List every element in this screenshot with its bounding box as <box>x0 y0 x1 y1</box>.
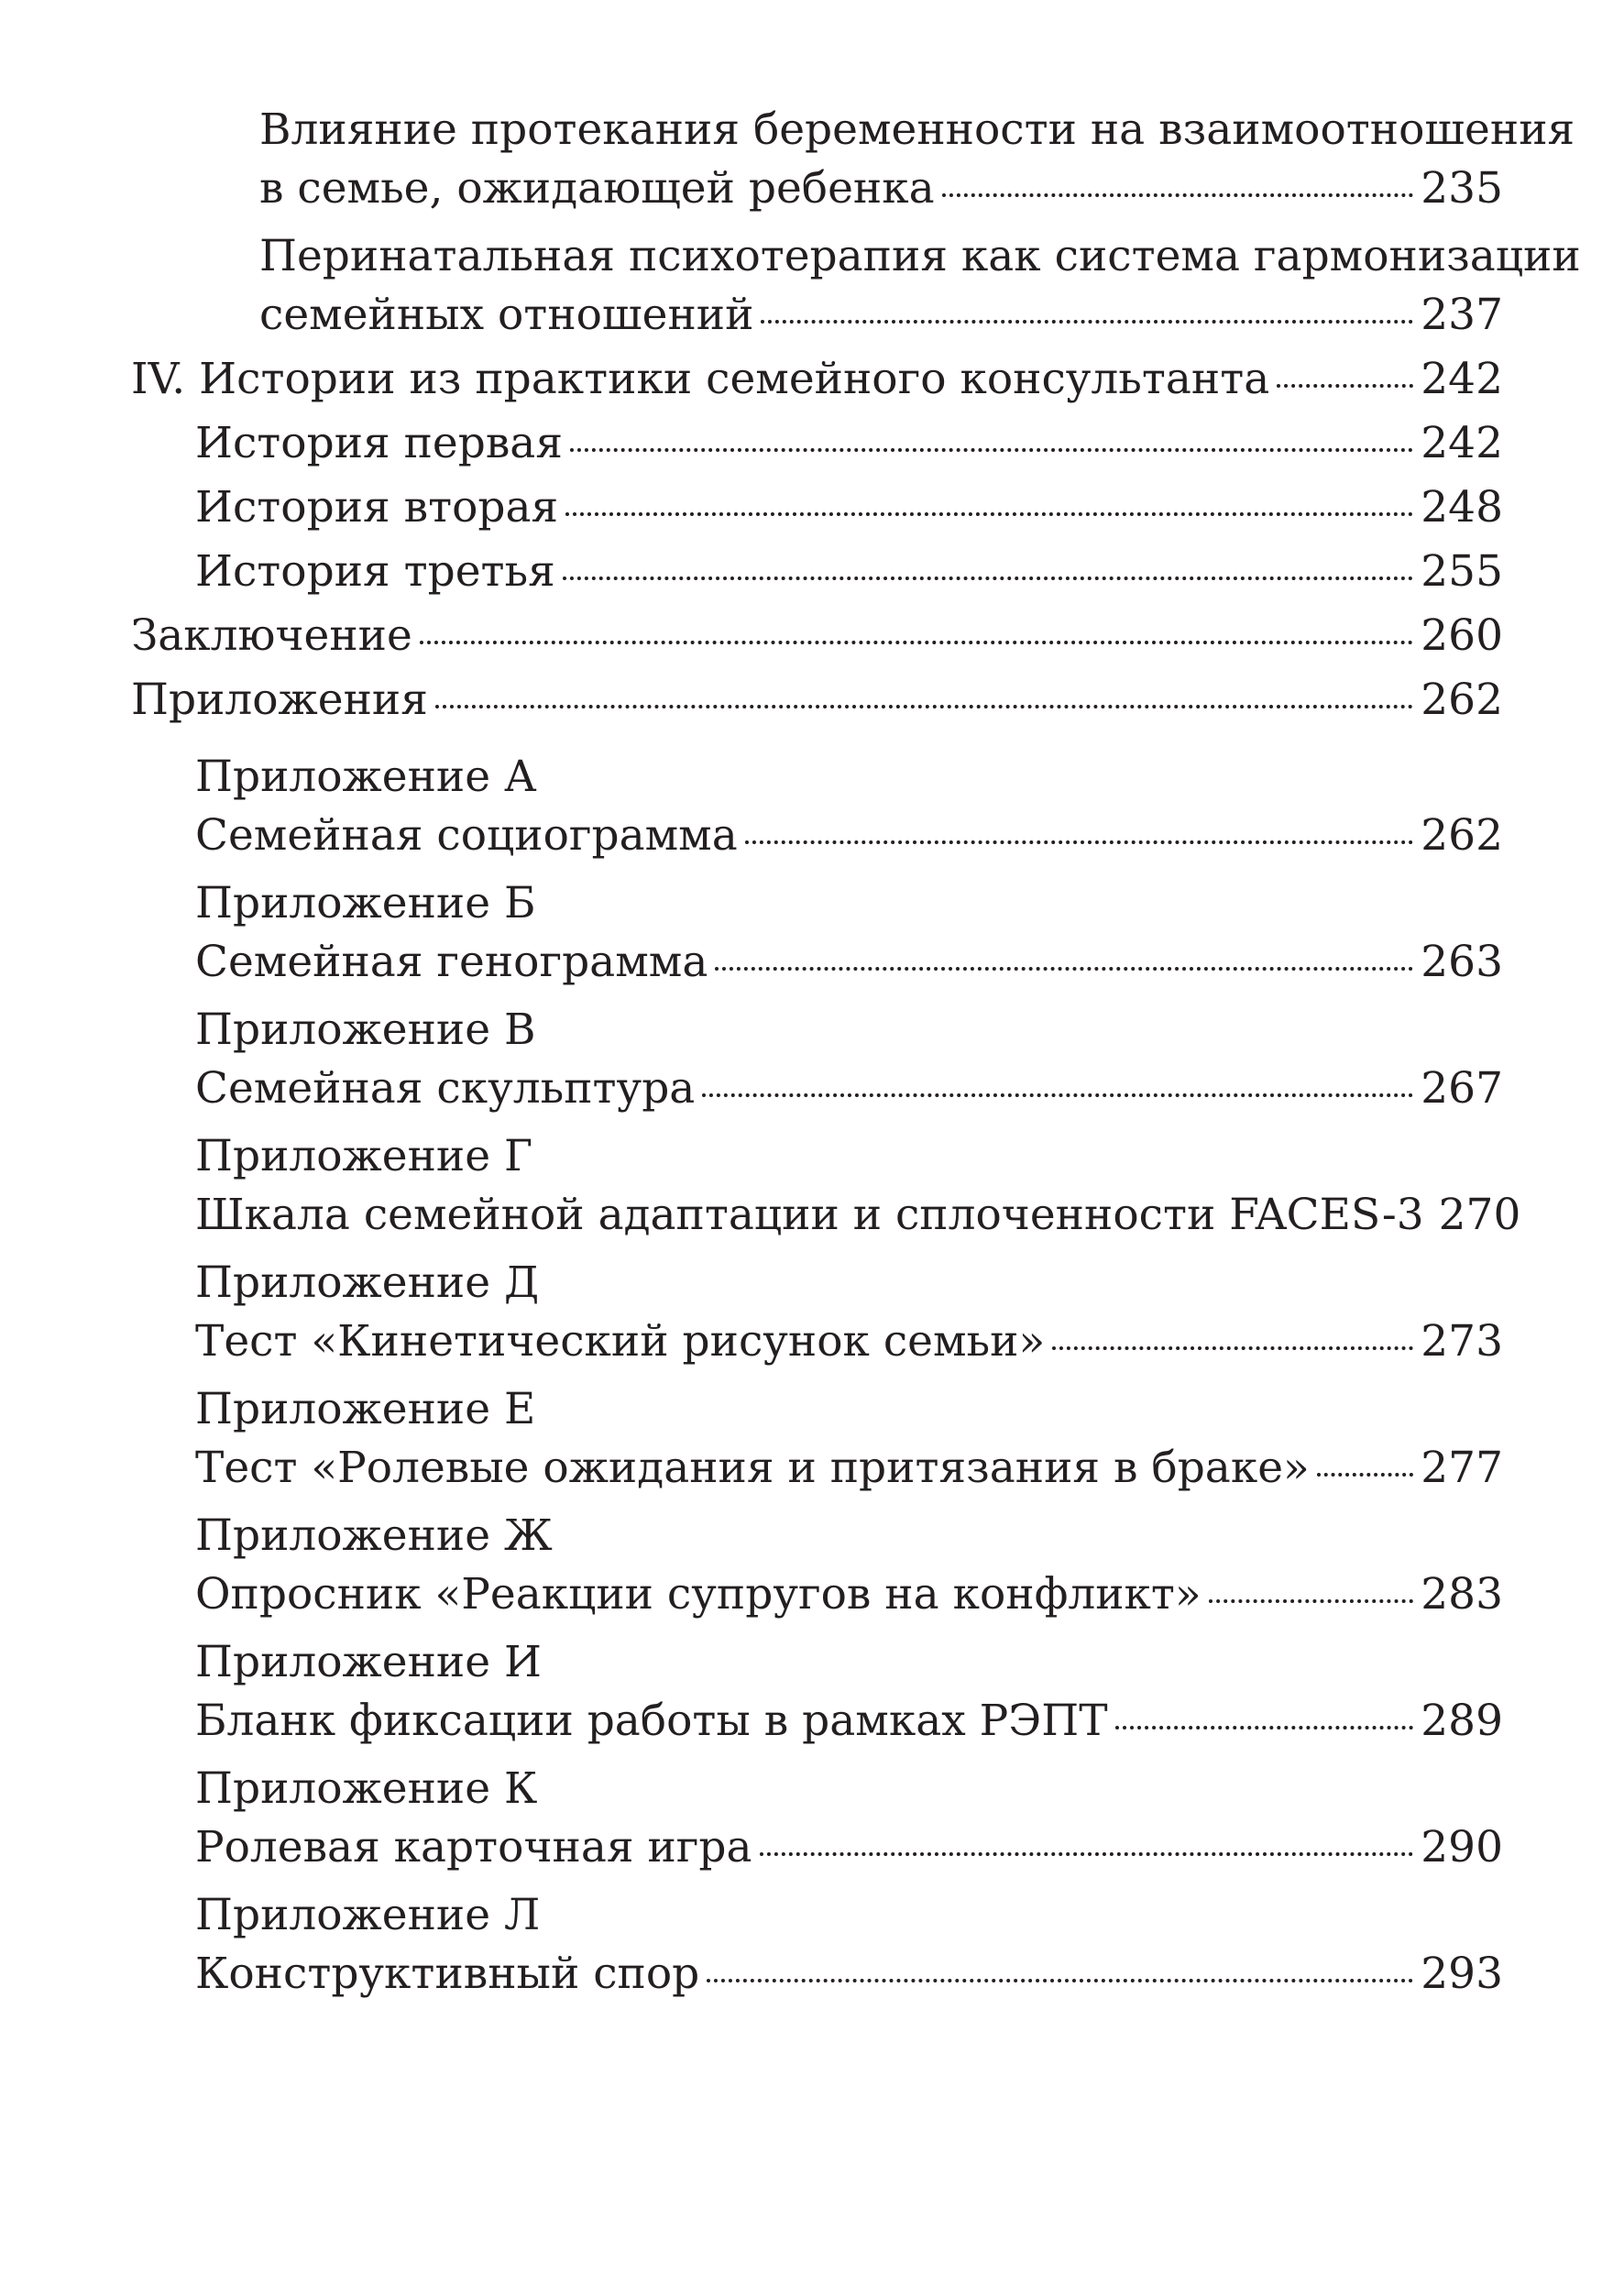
toc-entry-line <box>195 933 1503 992</box>
toc-entry-title: Конструктивный спор <box>195 1949 700 1999</box>
page-number: 248 <box>1421 482 1503 533</box>
toc-entry <box>131 1760 1503 1877</box>
dot-leader <box>761 320 1413 324</box>
toc-entry-title: Семейная социограмма <box>195 810 738 861</box>
toc-entry-title: Тест «Ролевые ожидания и притязания в браке» <box>195 1443 1310 1493</box>
page-number: 237 <box>1421 290 1503 340</box>
page-number: 242 <box>1421 354 1503 404</box>
toc-entry-title-line1: Приложение К <box>195 1763 538 1814</box>
dot-leader <box>1115 1726 1414 1729</box>
toc-entry-title: Семейная генограмма <box>195 937 708 987</box>
toc-entry-title: История вторая <box>195 482 559 533</box>
toc-entry-title: семейных отношений <box>259 290 754 340</box>
toc-entry-line <box>195 478 1503 537</box>
toc-entry-line <box>195 414 1503 473</box>
toc-entry-title-line1: Приложение Г <box>195 1131 533 1181</box>
toc-entry-line <box>259 159 1503 218</box>
dot-leader <box>563 576 1414 580</box>
dot-leader <box>420 641 1413 644</box>
toc-entry-title: Приложения <box>131 675 428 725</box>
page-number: 270 <box>1438 1190 1521 1240</box>
toc-entry <box>131 748 1503 865</box>
toc-entry-title: Бланк фиксации работы в рамках РЭПТ <box>195 1696 1108 1746</box>
toc-entry-title-line1: Приложение Ж <box>195 1510 553 1561</box>
toc-entry <box>131 1633 1503 1751</box>
toc-entry <box>131 414 1503 473</box>
toc-entry-title-line1: Приложение В <box>195 1005 536 1055</box>
dot-leader <box>942 193 1414 197</box>
toc-entry-line <box>195 1945 1503 2004</box>
toc-entry-line <box>131 671 1503 730</box>
dot-leader <box>745 840 1414 844</box>
toc-entry-title-line1: Приложение Б <box>195 878 536 928</box>
toc-entry-line <box>131 350 1503 409</box>
toc-entry <box>131 1886 1503 2004</box>
dot-leader <box>715 967 1413 971</box>
page-number: 263 <box>1421 937 1503 987</box>
dot-leader <box>1317 1473 1414 1477</box>
page-number: 267 <box>1421 1063 1503 1114</box>
page-number: 242 <box>1421 418 1503 468</box>
page-number: 293 <box>1421 1949 1503 1999</box>
page-number: 255 <box>1421 546 1503 597</box>
dot-leader <box>1209 1599 1414 1603</box>
toc-entry-line <box>195 807 1503 865</box>
toc-entry <box>131 607 1503 665</box>
page-number: 260 <box>1421 610 1503 661</box>
toc-entry-title: Семейная скульптура <box>195 1063 696 1114</box>
toc-entry-title: Ролевая карточная игра <box>195 1822 752 1872</box>
page-number: 290 <box>1421 1822 1503 1872</box>
dot-leader <box>702 1093 1413 1097</box>
toc-entry-title-line1: Приложение Е <box>195 1384 536 1434</box>
toc-entry-line <box>195 1312 1503 1371</box>
toc-entry-line <box>195 1692 1503 1751</box>
toc-entry <box>131 350 1503 409</box>
toc-entry <box>131 1507 1503 1624</box>
toc-entry-title: в семье, ожидающей ребенка <box>259 163 935 214</box>
page-number: 262 <box>1421 675 1503 725</box>
toc-entry-title-line1: Перинатальная психотерапия как система гармонизации <box>259 231 1581 281</box>
dot-leader <box>1052 1346 1413 1350</box>
page-number: 273 <box>1421 1316 1503 1367</box>
toc-entry <box>131 101 1575 218</box>
page-number: 235 <box>1421 163 1503 214</box>
toc-entry <box>131 1380 1503 1498</box>
toc-entry-title-line1: Приложение И <box>195 1637 542 1687</box>
toc-entry <box>131 1254 1503 1371</box>
toc-entry-title: Заключение <box>131 610 412 661</box>
toc-entry-title-line1: Приложение А <box>195 752 537 802</box>
toc-entry <box>131 671 1503 730</box>
toc-entry <box>131 1127 1521 1245</box>
toc-entry-title: История третья <box>195 546 555 597</box>
toc-entry <box>131 874 1503 992</box>
toc-entry <box>131 1001 1503 1118</box>
toc-entry-line <box>195 1060 1503 1118</box>
toc-entry-line <box>195 1818 1503 1877</box>
dot-leader <box>435 705 1413 708</box>
page-number: 289 <box>1421 1696 1503 1746</box>
toc-entry-line <box>195 1565 1503 1624</box>
toc-entry-line <box>195 1186 1521 1245</box>
dot-leader <box>565 512 1413 516</box>
page-number: 262 <box>1421 810 1503 861</box>
page-number: 277 <box>1421 1443 1503 1493</box>
toc-entry-title-line1: Влияние протекания беременности на взаимоотношения <box>259 104 1575 155</box>
toc-entry-title: История первая <box>195 418 563 468</box>
toc-entry-title: Шкала семейной адаптации и сплоченности FACES-3 <box>195 1190 1424 1240</box>
toc-entry <box>131 478 1503 537</box>
table-of-contents <box>131 101 1581 2004</box>
toc-entry-line <box>195 1439 1503 1498</box>
toc-entry <box>131 227 1581 345</box>
toc-entry-title: IV. Истории из практики семейного консультанта <box>131 354 1270 404</box>
toc-entry <box>131 543 1503 601</box>
dot-leader <box>570 448 1413 452</box>
toc-entry-title-line1: Приложение Л <box>195 1890 541 1940</box>
dot-leader <box>760 1852 1414 1856</box>
toc-entry-title: Опросник «Реакции супругов на конфликт» <box>195 1569 1202 1620</box>
dot-leader <box>707 1979 1413 1982</box>
toc-entry-title: Тест «Кинетический рисунок семьи» <box>195 1316 1046 1367</box>
toc-entry-line <box>131 607 1503 665</box>
page-number: 283 <box>1421 1569 1503 1620</box>
toc-entry-title-line1: Приложение Д <box>195 1257 540 1308</box>
toc-entry-line <box>259 286 1503 345</box>
dot-leader <box>1277 384 1413 388</box>
toc-entry-line <box>195 543 1503 601</box>
